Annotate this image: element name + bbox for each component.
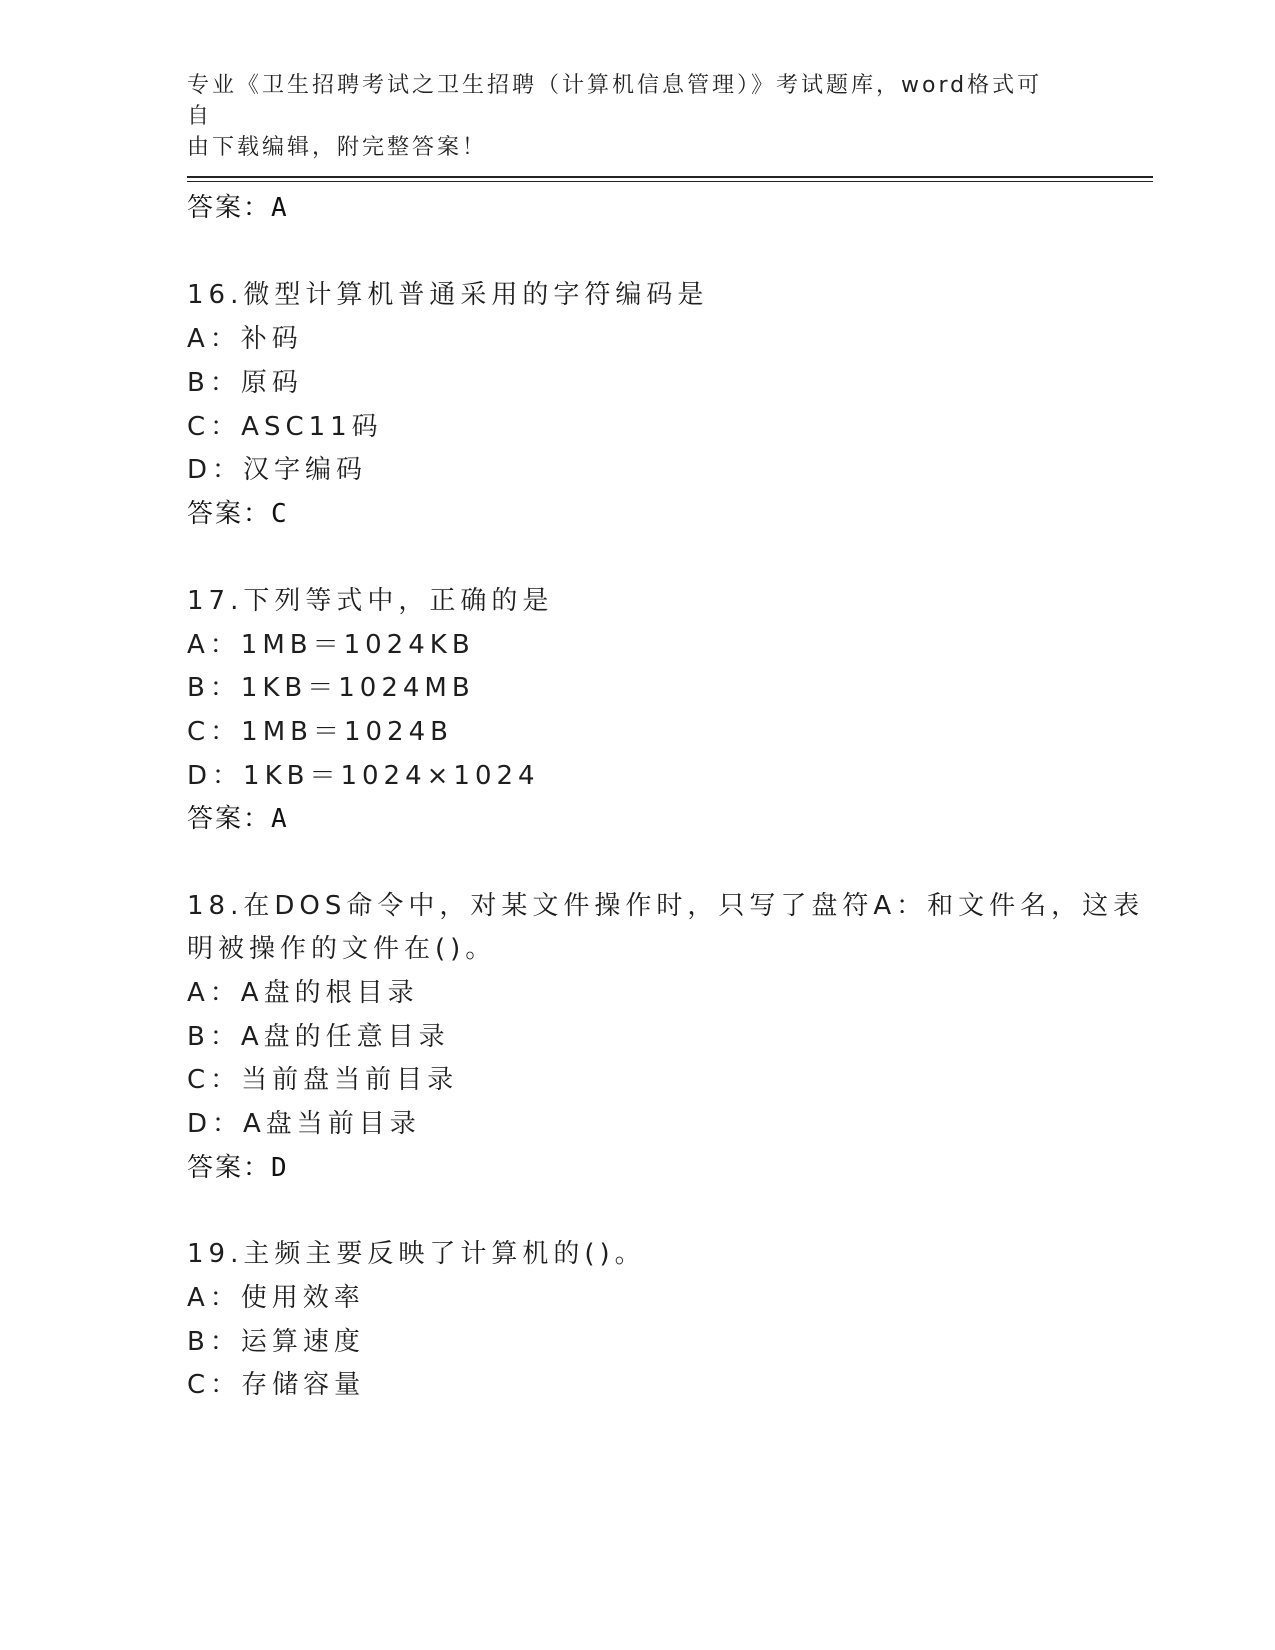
option-a: A：使用效率 xyxy=(187,1283,365,1313)
option-c: C：ASC11码 xyxy=(187,412,383,442)
answer-line xyxy=(187,1151,289,1185)
question-stem: 18.在DOS命令中，对某文件操作时，只写了盘符A：和文件名，这表 xyxy=(187,891,1145,921)
answer-line xyxy=(187,497,289,531)
option-a: A：1MB＝1024KB xyxy=(187,630,475,660)
header-divider-thin xyxy=(187,181,1153,182)
option-a: A：补码 xyxy=(187,324,303,354)
answer-label: 答案： xyxy=(187,499,272,529)
question-stem-continued: 明被操作的文件在()。 xyxy=(187,934,497,964)
answer-value: A xyxy=(271,193,289,223)
answer-label: 答案： xyxy=(187,1153,272,1183)
option-a: A：A盘的根目录 xyxy=(187,978,419,1008)
option-b: B：1KB＝1024MB xyxy=(187,673,475,703)
option-c: C：存储容量 xyxy=(187,1370,366,1400)
option-b: B：A盘的任意目录 xyxy=(187,1022,450,1052)
answer-value: C xyxy=(271,499,289,529)
question-stem: 16.微型计算机普通采用的字符编码是 xyxy=(187,280,709,310)
answer-value: D xyxy=(271,1153,289,1183)
answer-line xyxy=(187,802,289,836)
question-stem: 17.下列等式中，正确的是 xyxy=(187,586,554,616)
option-b: B：原码 xyxy=(187,368,303,398)
option-b: B：运算速度 xyxy=(187,1327,365,1357)
answer-value: A xyxy=(271,804,289,834)
header-line-2: 由下载编辑，附完整答案！ xyxy=(187,135,488,160)
header-line-1: 专业《卫生招聘考试之卫生招聘（计算机信息管理）》考试题库，word格式可自 xyxy=(187,73,1043,129)
option-d: D：1KB＝1024×1024 xyxy=(187,761,540,791)
answer-label: 答案： xyxy=(187,804,272,834)
document-header xyxy=(187,70,1067,163)
option-d: D：A盘当前目录 xyxy=(187,1109,421,1139)
option-d: D：汉字编码 xyxy=(187,455,368,485)
answer-line xyxy=(187,191,289,225)
question-stem: 19.主频主要反映了计算机的()。 xyxy=(187,1239,646,1269)
header-divider-thick xyxy=(187,176,1153,178)
option-c: C：1MB＝1024B xyxy=(187,717,453,747)
option-c: C：当前盘当前目录 xyxy=(187,1065,459,1095)
answer-label: 答案： xyxy=(187,193,272,223)
